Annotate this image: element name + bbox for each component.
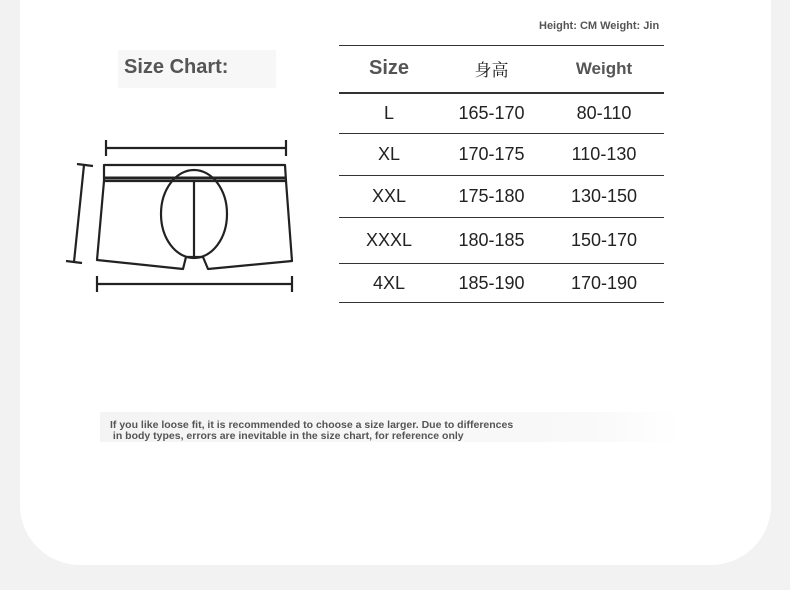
- cell-size: XXXL: [365, 230, 413, 250]
- table-header-row: [339, 46, 664, 93]
- cell-weight: 170-190: [570, 272, 638, 293]
- header-size: Size: [368, 57, 410, 80]
- cell-height: 165-170: [458, 102, 525, 123]
- cell-size: XXL: [371, 186, 407, 206]
- cell-size: XL: [377, 144, 401, 164]
- disclaimer-note: [100, 412, 680, 442]
- size-chart-title: Size Chart:: [118, 50, 276, 88]
- header-height: 身高: [474, 61, 509, 82]
- header-weight: Weight: [575, 58, 633, 78]
- cell-size: L: [383, 102, 394, 123]
- size-table: [339, 45, 664, 303]
- cell-weight: 130-150: [570, 186, 638, 206]
- cell-height: 180-185: [458, 230, 525, 250]
- disclaimer-line-1: If you like loose fit, it is recommended to choose a size larger. Due to differences: [110, 419, 514, 431]
- unit-note: Height: CM Weight: Jin: [539, 20, 660, 32]
- cell-size: 4XL: [372, 272, 406, 293]
- table-row: [339, 93, 664, 134]
- table-row: [339, 134, 664, 176]
- cell-weight: 110-130: [571, 144, 637, 164]
- table-row: [339, 264, 664, 303]
- cell-height: 185-190: [458, 272, 525, 293]
- boxer-briefs-measurement-icon: [60, 130, 310, 300]
- disclaimer-line-2: in body types, errors are inevitable in the size chart, for reference only: [110, 430, 464, 442]
- table-row: [339, 176, 664, 218]
- cell-height: 175-180: [458, 186, 525, 206]
- cell-height: 170-175: [458, 144, 525, 164]
- cell-weight: 150-170: [570, 230, 638, 250]
- cell-weight: 80-110: [576, 102, 632, 123]
- table-row: [339, 218, 664, 264]
